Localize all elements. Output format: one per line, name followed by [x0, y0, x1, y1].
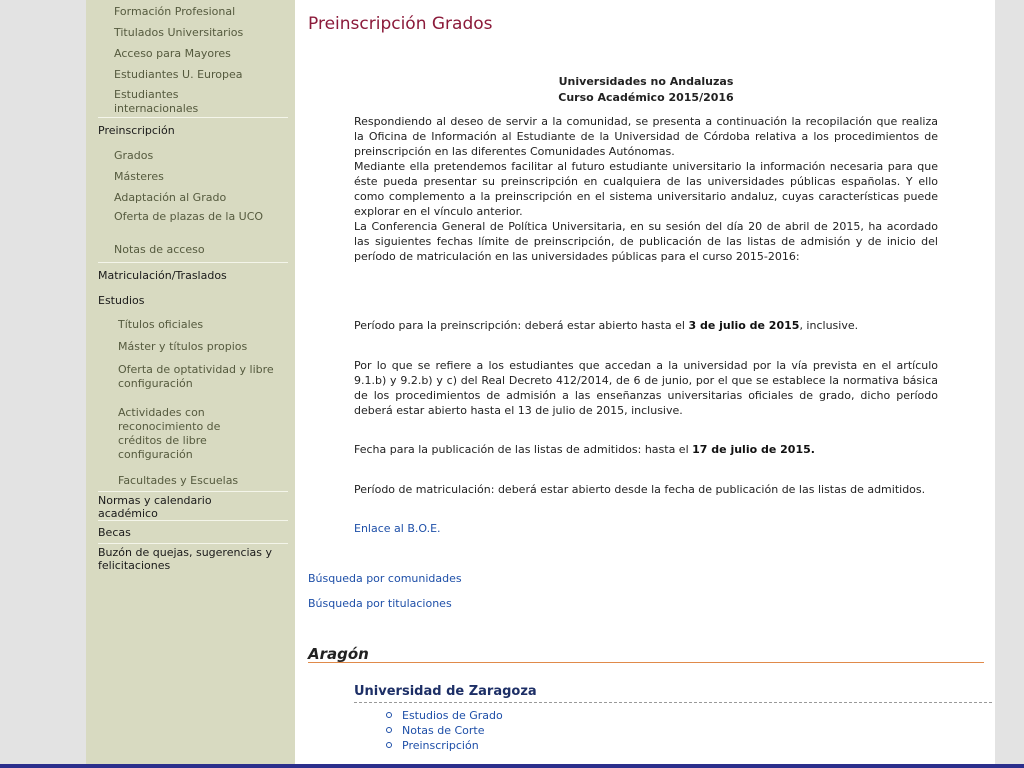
sidebar-item-becas[interactable]: Becas [98, 526, 131, 539]
university-title: Universidad de Zaragoza [354, 684, 992, 703]
list-item[interactable] [386, 738, 503, 753]
page-title: Preinscripción Grados [308, 14, 493, 34]
period-pre-text: Período para la preinscripción: deberá estar abierto hasta el [354, 319, 689, 332]
search-communities-link[interactable]: Búsqueda por comunidades [308, 572, 462, 585]
pub-text: Fecha para la publicación de las listas de admitidos: hasta el [354, 443, 693, 456]
sidebar-item-masteres[interactable]: Másteres [114, 170, 164, 183]
matriculation-period: Período de matriculación: deberá estar abierto desde la fecha de publicación de las listas de admitidos. [354, 483, 926, 496]
sidebar-divider [98, 520, 288, 521]
paragraph-2: Mediante ella pretendemos facilitar al futuro estudiante universitario la información necesaria para que éste pueda presentar su preinscripción en cualquiera de las universidades públicas españolas. Y ello como complemento a la preinscripción en el sistema universitario andaluz, cuyas características puede explorar en el vínculo anterior. [354, 160, 938, 218]
boe-link[interactable]: Enlace al B.O.E. [354, 522, 441, 535]
sidebar-item-facultades-escuelas[interactable]: Facultades y Escuelas [118, 474, 239, 487]
link-estudios-grado[interactable]: Estudios de Grado [402, 709, 503, 722]
sidebar-divider [98, 543, 288, 544]
sidebar-divider [98, 491, 288, 492]
university-links [386, 708, 503, 753]
sidebar-item-buzon-quejas[interactable]: Buzón de quejas, sugerencias y felicitaciones [98, 546, 273, 572]
period-pre-date: 3 de julio de 2015 [688, 319, 800, 332]
sidebar-item-normas-calendario[interactable]: Normas y calendario académico [98, 494, 212, 520]
preinscription-period [354, 318, 938, 333]
article-heading [354, 74, 938, 106]
region-heading [308, 644, 984, 663]
sidebar-item-acceso-mayores[interactable]: Acceso para Mayores [114, 47, 231, 60]
sidebar-item-estudiantes-internacionales[interactable]: Estudiantes internacionales [114, 88, 199, 115]
sidebar-item-oferta-plazas[interactable]: Oferta de plazas de la UCO [114, 210, 264, 223]
region-title: Aragón [308, 645, 369, 663]
link-notas-corte[interactable]: Notas de Corte [402, 724, 485, 737]
pub-date: 17 de julio de 2015. [692, 443, 815, 456]
list-item[interactable] [386, 708, 503, 723]
circle-bullet-icon [386, 727, 392, 733]
sidebar-nav [86, 0, 295, 764]
sidebar-item-actividades-creditos[interactable]: Actividades con reconocimiento de créditos de libre configuración [118, 406, 221, 461]
sidebar-item-preinscripcion[interactable]: Preinscripción [98, 124, 175, 137]
sidebar-item-titulados-universitarios[interactable]: Titulados Universitarios [114, 26, 244, 39]
bottom-bar [0, 764, 1024, 768]
sidebar-divider [98, 262, 288, 263]
sidebar-item-master-titulos-propios[interactable]: Máster y títulos propios [118, 340, 248, 353]
circle-bullet-icon [386, 742, 392, 748]
search-degrees-link[interactable]: Búsqueda por titulaciones [308, 597, 452, 610]
circle-bullet-icon [386, 712, 392, 718]
sidebar-item-estudiantes-ue[interactable]: Estudiantes U. Europea [114, 68, 243, 81]
link-preinscripcion[interactable]: Preinscripción [402, 739, 479, 752]
publication-date [354, 442, 938, 457]
sidebar-divider [98, 117, 288, 118]
paragraph-1: Respondiendo al deseo de servir a la comunidad, se presenta a continuación la recopilación que realiza la Oficina de Información al Estudiante de la Universidad de Córdoba relativa a los procedimientos de preinscripción en las diferentes Comunidades Autónomas. [354, 115, 938, 158]
sidebar-item-titulos-oficiales[interactable]: Títulos oficiales [118, 318, 204, 331]
sidebar-item-formacion-profesional[interactable]: Formación Profesional [114, 5, 236, 18]
sidebar-item-adaptacion-grado[interactable]: Adaptación al Grado [114, 191, 227, 204]
list-item[interactable] [386, 723, 503, 738]
sidebar-item-grados[interactable]: Grados [114, 149, 154, 162]
sidebar-item-matriculacion[interactable]: Matriculación/Traslados [98, 269, 227, 282]
sidebar-item-oferta-optatividad[interactable]: Oferta de optatividad y libre configuración [118, 363, 274, 390]
heading-line-2: Curso Académico 2015/2016 [558, 91, 734, 104]
period-pre-tail: , inclusive. [799, 319, 859, 332]
paragraph-3: La Conferencia General de Política Universitaria, en su sesión del día 20 de abril de 2015, ha acordado las siguientes fechas límite de preinscripción, de publicación de las listas de admisión y de inicio del período de matriculación en las universidades públicas para el curso 2015-2016: [354, 220, 938, 263]
royal-decree-paragraph: Por lo que se refiere a los estudiantes que accedan a la universidad por la vía prevista en el artículo 9.1.b) y 9.2.b) y c) del Real Decreto 412/2014, de 6 de junio, por el que se establece la normativa básica de los procedimientos de admisión a las enseñanzas universitarias oficiales de grado, dicho período deberá estar abierto hasta el 13 de julio de 2015, inclusive. [354, 359, 938, 417]
sidebar-item-notas-acceso[interactable]: Notas de acceso [114, 243, 205, 256]
intro-paragraph [354, 114, 938, 264]
sidebar-item-estudios[interactable]: Estudios [98, 294, 145, 307]
page-container [86, 0, 995, 764]
heading-line-1: Universidades no Andaluzas [558, 75, 734, 88]
